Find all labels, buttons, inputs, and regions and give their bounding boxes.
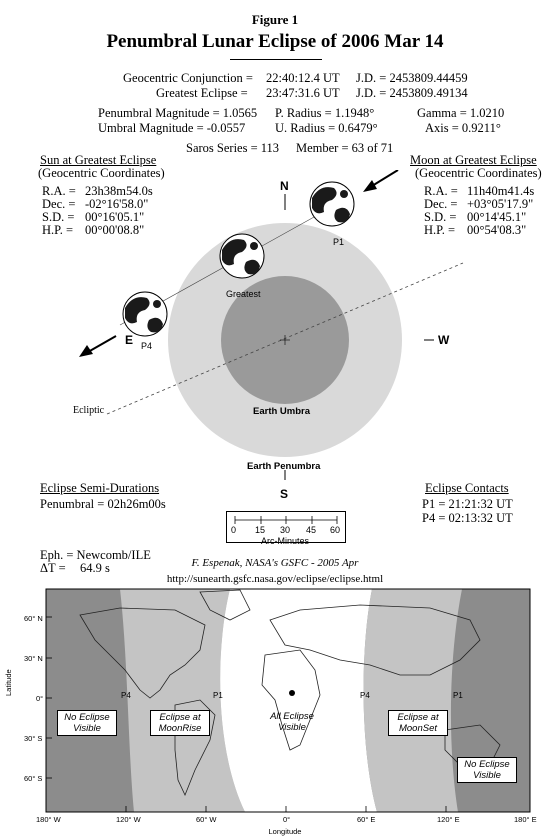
- moon-row-label: Dec. =: [424, 197, 458, 211]
- scale-tick-0: 0: [231, 525, 237, 535]
- arrow-outgoing: [79, 336, 116, 357]
- region-no-eclipse-left: No Eclipse Visible: [57, 710, 117, 736]
- conjunction-label: Geocentric Conjunction =: [123, 71, 253, 85]
- ephemeris: Eph. = Newcomb/ILE: [40, 548, 151, 562]
- all-visible-band: [220, 589, 377, 812]
- moon-row-label: R.A. =: [424, 184, 458, 198]
- moon-row-value: 00°14'45.1": [467, 210, 527, 224]
- eclipse-diagram: [0, 170, 550, 480]
- p4-label: P4: [141, 341, 153, 351]
- scale-tick-45: 45: [306, 525, 317, 535]
- scale-tick-30: 30: [280, 525, 291, 535]
- conjunction-time: 22:40:12.4 UT: [266, 71, 340, 85]
- region-all-visible: All Eclipse Visible: [270, 711, 314, 733]
- durations-penumbral: Penumbral = 02h26m00s: [40, 497, 166, 511]
- conjunction-jd: J.D. = 2453809.44459: [356, 71, 468, 85]
- lat-tick-60n: 60° N: [24, 614, 43, 623]
- moon-row-value: 11h40m41.4s: [467, 184, 535, 198]
- greatest-label-diagram: Greatest: [226, 289, 261, 299]
- west-label: W: [438, 333, 450, 347]
- moon-greatest: [220, 234, 264, 278]
- axis: Axis = 0.9211°: [425, 121, 501, 135]
- region-no-eclipse-right: No Eclipse Visible: [457, 757, 517, 783]
- map-p1-label-right: P1: [453, 691, 463, 700]
- map-y-label: Latitude: [4, 669, 13, 696]
- map-p1-label-left: P1: [213, 691, 223, 700]
- umbra-label: Earth Umbra: [253, 406, 311, 417]
- greatest-label: Greatest Eclipse =: [156, 86, 248, 100]
- sub-lunar-marker: [289, 690, 295, 696]
- sun-row-value: -02°16'58.0": [85, 197, 149, 211]
- lon-tick-180w: 180° W: [36, 815, 61, 824]
- lat-tick-30n: 30° N: [24, 654, 43, 663]
- lon-tick-60w: 60° W: [196, 815, 217, 824]
- page-title: Penumbral Lunar Eclipse of 2006 Mar 14: [106, 31, 444, 52]
- map-p4-label-right: P4: [360, 691, 370, 700]
- south-label: S: [280, 487, 289, 501]
- lat-tick-30s: 30° S: [24, 734, 43, 743]
- penumbral-radius: P. Radius = 1.1948°: [275, 106, 375, 120]
- penumbra-label: Earth Penumbra: [247, 461, 321, 472]
- lat-tick-60s: 60° S: [24, 774, 43, 783]
- map-x-label: Longitude: [268, 827, 302, 836]
- sun-row-label: H.P. =: [42, 223, 74, 237]
- sun-row-label: Dec. =: [42, 197, 76, 211]
- sun-row-label: R.A. =: [42, 184, 76, 198]
- region-moonset: Eclipse at MoonSet: [388, 710, 448, 736]
- sun-subtitle: (Geocentric Coordinates): [38, 166, 165, 180]
- east-label: E: [125, 333, 134, 347]
- north-label: N: [280, 179, 289, 193]
- moon-title: Moon at Greatest Eclipse: [410, 153, 537, 167]
- title-underline: [230, 59, 322, 60]
- gamma: Gamma = 1.0210: [417, 106, 505, 120]
- scale-label: Arc-Minutes: [260, 536, 309, 546]
- lon-tick-60e: 60° E: [357, 815, 376, 824]
- umbral-magnitude: Umbral Magnitude = -0.0557: [98, 121, 246, 135]
- moon-row-value: +03°05'17.9": [467, 197, 534, 211]
- delta-t-label: ΔT =: [40, 561, 66, 575]
- map-p4-label: P4: [121, 691, 131, 700]
- greatest-jd: J.D. = 2453809.49134: [356, 86, 468, 100]
- ecliptic-label: Ecliptic: [73, 405, 105, 416]
- moon-row-label: H.P. =: [424, 223, 456, 237]
- moon-row-value: 00°54'08.3": [467, 223, 527, 237]
- contact-p1: P1 = 21:21:32 UT: [422, 497, 513, 511]
- moon-p4: [123, 292, 167, 336]
- delta-t-value: 64.9 s: [80, 561, 110, 575]
- arrow-incoming: [363, 170, 398, 192]
- region-moonrise: Eclipse at MoonRise: [150, 710, 210, 736]
- penumbral-magnitude: Penumbral Magnitude = 1.0565: [98, 106, 258, 120]
- lon-tick-0: 0°: [283, 815, 291, 824]
- author-credit: F. Espenak, NASA's GSFC - 2005 Apr: [191, 557, 359, 569]
- scale-tick-15: 15: [255, 525, 266, 535]
- durations-title: Eclipse Semi-Durations: [40, 481, 160, 495]
- sun-row-value: 23h38m54.0s: [85, 184, 153, 198]
- sun-title: Sun at Greatest Eclipse: [40, 153, 157, 167]
- contacts-title: Eclipse Contacts: [425, 481, 509, 495]
- umbral-radius: U. Radius = 0.6479°: [275, 121, 378, 135]
- sun-row-value: 00°16'05.1": [85, 210, 145, 224]
- lon-tick-120w: 120° W: [116, 815, 141, 824]
- saros-series: Saros Series = 113: [186, 141, 280, 155]
- sun-row-value: 00°00'08.8": [85, 223, 145, 237]
- lat-tick-0: 0°: [36, 694, 44, 703]
- figure-number: Figure 1: [251, 12, 299, 27]
- moon-subtitle: (Geocentric Coordinates): [415, 166, 542, 180]
- lon-tick-120e: 120° E: [437, 815, 460, 824]
- lon-tick-180e: 180° E: [514, 815, 537, 824]
- sun-row-label: S.D. =: [42, 210, 75, 224]
- scale-tick-60: 60: [330, 525, 341, 535]
- moon-row-label: S.D. =: [424, 210, 457, 224]
- moon-p1: [310, 182, 354, 226]
- p1-label: P1: [333, 237, 345, 247]
- moonset-band: [364, 589, 462, 812]
- contact-p4: P4 = 02:13:32 UT: [422, 511, 513, 525]
- greatest-time: 23:47:31.6 UT: [266, 86, 340, 100]
- source-url: http://sunearth.gsfc.nasa.gov/eclipse/eclipse.html: [166, 573, 384, 585]
- saros-member: Member = 63 of 71: [296, 141, 394, 155]
